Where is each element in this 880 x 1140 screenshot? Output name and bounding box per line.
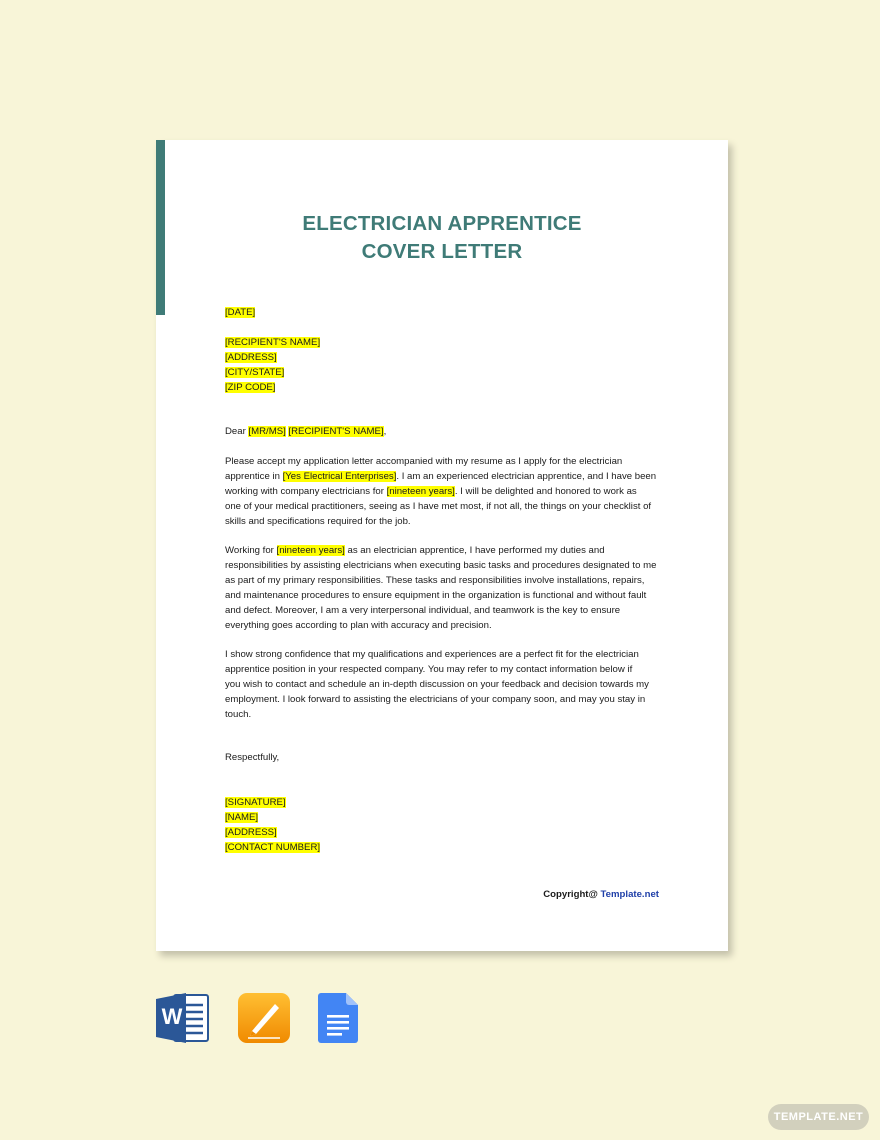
salutation: Dear [MR/MS] [RECIPIENT'S NAME],: [225, 426, 387, 437]
sender-block: [225, 796, 665, 856]
paragraph-1: Please accept my application letter accompanied with my resume as I apply for the electrician apprentice in [Yes Electrical Enterprises]. I am an experienced electrician apprentice, and I have been working with company electricians for [nineteen years]. I will be delighted and honored to work as one of your medical practitioners, seeing as I have met most, if not all, the things on your checklist of skills and specifications required for the job.: [225, 456, 657, 527]
document-title: [156, 210, 728, 266]
years-placeholder: [nineteen years]: [276, 545, 345, 556]
paragraph-3: I show strong confidence that my qualifications and experiences are a perfect fit for the electrician apprentice position in your respected company. You may refer to my contact information below if you wish to contact and schedule an in-depth discussion on your feedback and decision towards my employment. I look forward to assisting the electricians of your company soon, and may you stay in touch.: [225, 649, 649, 720]
years-placeholder: [nineteen years]: [386, 485, 455, 497]
copyright-link[interactable]: Template.net: [600, 889, 659, 900]
copyright: Copyright@ Template.net: [543, 889, 659, 900]
google-docs-icon[interactable]: [318, 993, 358, 1043]
sender-contact: [CONTACT NUMBER]: [225, 841, 321, 853]
salutation-name: [RECIPIENT'S NAME]: [288, 426, 384, 437]
recipient-name: [RECIPIENT'S NAME]: [225, 337, 321, 348]
paragraph-2: Working for [nineteen years] as an electrician apprentice, I have performed my duties and responsibilities by assisting electricians when executing basic tasks and procedures designated to me as part of my primary responsibilities. These tasks and responsibilities involve installations, repairs, and maintenance procedures to ensure equipment in the organization is functional and without fault and defect. Moreover, I am a very interpersonal individual, and teamwork is the key to ensure everything goes according to plan with accuracy and precision.: [225, 545, 657, 631]
title-line-2: COVER LETTER: [361, 240, 523, 263]
template-net-badge[interactable]: TEMPLATE.NET: [768, 1104, 869, 1130]
title-line-1: ELECTRICIAN APPRENTICE: [302, 212, 582, 235]
date-placeholder: [DATE]: [225, 307, 256, 318]
date-block: [225, 306, 665, 321]
letter-document: [156, 140, 728, 951]
sender-address: [ADDRESS]: [225, 826, 277, 838]
sender-signature: [SIGNATURE]: [225, 797, 286, 808]
recipient-block: [225, 336, 665, 396]
sender-name: [NAME]: [225, 811, 259, 823]
recipient-city-state: [CITY/STATE]: [225, 366, 285, 378]
word-letter: W: [161, 1004, 183, 1029]
pages-app-icon[interactable]: [238, 993, 290, 1043]
company-placeholder: [Yes Electrical Enterprises]: [282, 470, 397, 482]
salutation-title: [MR/MS]: [248, 426, 286, 437]
recipient-address: [ADDRESS]: [225, 351, 277, 363]
recipient-zip: [ZIP CODE]: [225, 381, 276, 393]
closing: Respectfully,: [225, 752, 280, 763]
word-app-icon[interactable]: [156, 993, 210, 1043]
